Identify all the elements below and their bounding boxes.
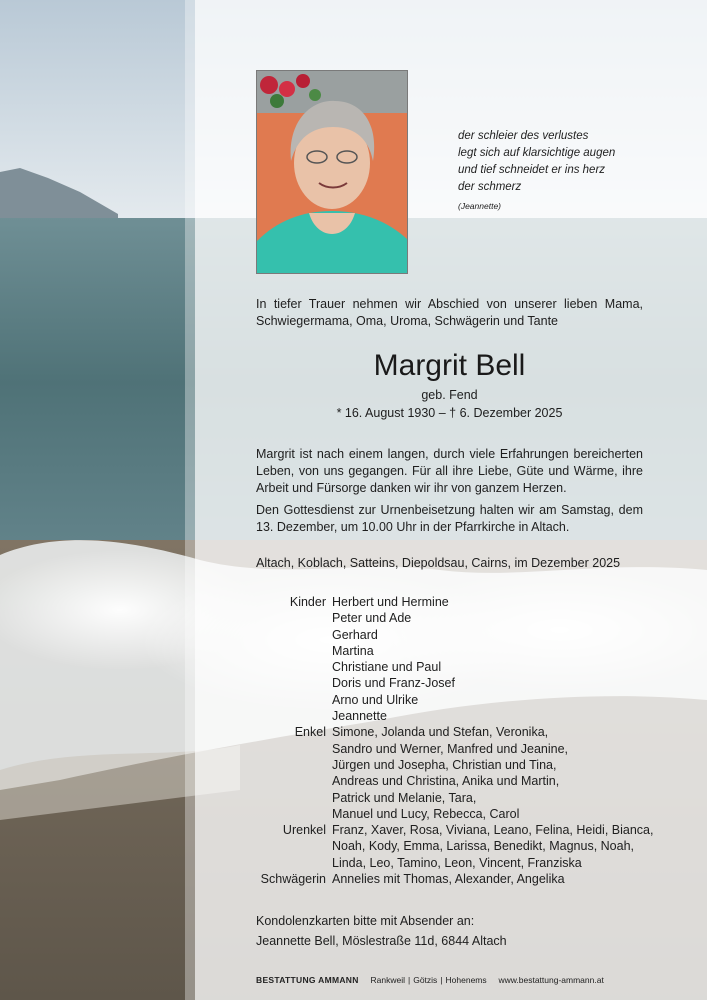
group-label: Kinder [289,595,326,609]
maiden-name: geb. Fend [421,388,478,402]
mourner-line: Peter und Ade [332,611,412,626]
poem [458,128,615,215]
mourner-line: Gerhard [332,627,378,642]
mourner-line: Jeannette [332,709,387,724]
mourner-line: Andreas und Christina, Anika und Martin, [332,774,560,789]
mourner-line: Linda, Leo, Tamino, Leon, Vincent, Franziska [332,855,582,870]
deceased-name: Margrit Bell [373,349,526,382]
places-date: Altach, Koblach, Satteins, Diepoldsau, Cairns, im Dezember 2025 [256,556,621,570]
mourner-line: Patrick und Melanie, Tara, [332,790,477,805]
poem-line: legt sich auf klarsichtige augen [458,147,616,159]
mourner-line: Manuel und Lucy, Rebecca, Carol [332,806,520,821]
mourner-line: Sandro und Werner, Manfred und Jeanine, [332,741,569,756]
mourner-line: Franz, Xaver, Rosa, Viviana, Leano, Felina, Heidi, Bianca, [332,823,654,838]
mourner-group-urenkel [256,822,656,871]
condolence-contact: Jeannette Bell, Möslestraße 11d, 6844 Altach [256,934,507,948]
mourner-line: Martina [332,643,374,658]
mourner-group-schwaegerin [256,871,656,887]
mourner-line: Doris und Franz-Josef [332,676,455,691]
life-dates: * 16. August 1930 – † 6. Dezember 2025 [336,406,563,420]
poem-line: und tief schneidet er ins herz [458,164,606,176]
mourner-group-enkel [256,724,656,822]
poem-line: der schmerz [458,181,522,193]
footer-town: Rankweil [370,975,405,985]
group-label: Schwägerin [260,872,326,887]
portrait-image [257,71,407,273]
footer-website-link[interactable]: www.bestattung-ammann.at [498,975,604,985]
mourner-line: Simone, Jolanda und Stefan, Veronika, [332,725,549,740]
mourner-line: Christiane und Paul [332,660,442,675]
funeral-home-brand: BESTATTUNG AMMANN [256,975,359,985]
mourner-line: Herbert und Hermine [332,595,449,609]
mourner-line: Arno und Ulrike [332,692,419,707]
intro-text: In tiefer Trauer nehmen wir Abschied von unserer lieben Mama, Schwiegermama, Oma, Uroma, Schwägerin und Tante [256,297,643,328]
mourner-line: Noah, Kody, Emma, Larissa, Benedikt, Magnus, Noah, [332,839,635,854]
poem-line: der schleier des verlustes [458,130,589,142]
condolence-note: Kondolenzkarten bitte mit Absender an: [256,914,475,928]
group-label: Enkel [294,725,326,740]
portrait-photo [256,70,408,274]
service-paragraph: Den Gottesdienst zur Urnenbeisetzung halten wir am Samstag, dem 13. Dezember, um 10.00 Uhr in der Pfarrkirche in Altach. [256,503,643,534]
group-label: Urenkel [282,823,326,838]
poem-author: (Jeannette) [458,201,501,211]
tribute-paragraph: Margrit ist nach einem langen, durch viele Erfahrungen bereicherten Leben, von uns gegangen. Für all ihre Liebe, Güte und Wärme, ihre Arbeit und Fürsorge danken wir ihr von ganzem Herzen. [256,447,643,495]
footer: BESTATTUNG AMMANN Rankweil | Götzis | Hohenems www.bestattung-ammann.at [256,975,604,985]
footer-town: Hohenems [445,975,487,985]
mourner-group-kinder [256,594,656,724]
condolence-address [256,911,507,951]
footer-town: Götzis [413,975,438,985]
mourner-line: Jürgen und Josepha, Christian und Tina, [332,757,557,772]
mourners-list [256,594,656,887]
mourner-line: Annelies mit Thomas, Alexander, Angelika [332,872,565,887]
